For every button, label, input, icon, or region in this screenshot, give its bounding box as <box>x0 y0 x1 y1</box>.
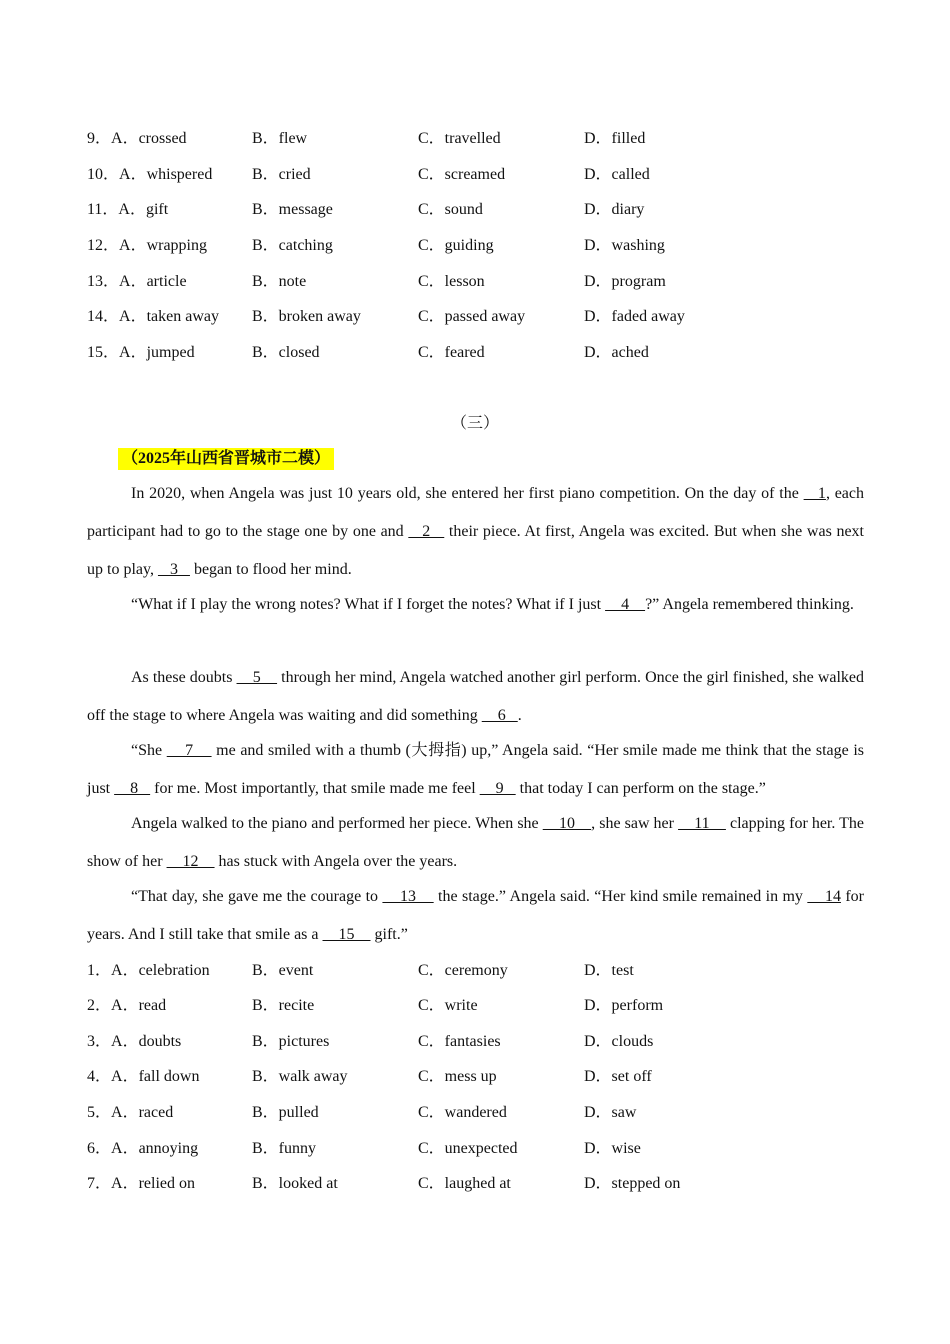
option-a: 3．A．doubts <box>87 1033 182 1050</box>
option-a: 9．A．crossed <box>87 130 187 147</box>
blank: 8 <box>114 780 151 797</box>
option-d: D．wise <box>584 1140 641 1157</box>
option-row <box>87 164 877 186</box>
option-d: D．diary <box>584 201 645 218</box>
option-b: B．pictures <box>252 1033 330 1050</box>
option-c: C．passed away <box>418 308 526 325</box>
option-b: B．walk away <box>252 1068 348 1085</box>
option-a: 13．A．article <box>87 273 187 290</box>
blank: 6 <box>481 707 518 724</box>
option-d: D．saw <box>584 1104 637 1121</box>
option-b: B．cried <box>252 166 311 183</box>
cloze-passage <box>87 732 864 808</box>
option-b: B．note <box>252 273 307 290</box>
option-row <box>87 1066 877 1088</box>
option-b: B．catching <box>252 237 333 254</box>
cloze-passage <box>87 805 864 881</box>
option-c: C．write <box>418 997 478 1014</box>
section-title: （三） <box>450 415 499 432</box>
option-row <box>87 960 877 982</box>
option-c: C．fantasies <box>418 1033 501 1050</box>
option-c: C．wandered <box>418 1104 507 1121</box>
option-c: C．feared <box>418 344 485 361</box>
option-a: 14．A．taken away <box>87 308 219 325</box>
option-row <box>87 128 877 150</box>
blank: 9 <box>479 780 516 797</box>
option-b: B．looked at <box>252 1175 338 1192</box>
option-a: 12．A．wrapping <box>87 237 208 254</box>
option-row <box>87 199 877 221</box>
paragraph: “That day, she gave me the courage to 13 the stage.” Angela said. “Her kind smile remained in my 14 for years. And I still take that smile as a 15 gift.” <box>87 888 865 943</box>
option-a: 11．A．gift <box>87 201 169 218</box>
option-row <box>87 1102 877 1124</box>
option-b: B．event <box>252 962 314 979</box>
blank: 5 <box>236 669 278 686</box>
option-row <box>87 995 877 1017</box>
option-a: 5．A．raced <box>87 1104 174 1121</box>
option-c: C．travelled <box>418 130 501 147</box>
option-c: C．lesson <box>418 273 485 290</box>
option-a: 15．A．jumped <box>87 344 195 361</box>
option-d: D．ached <box>584 344 649 361</box>
option-a: 7．A．relied on <box>87 1175 195 1192</box>
option-d: D．clouds <box>584 1033 654 1050</box>
blank: 12 <box>166 853 215 870</box>
paragraph: In 2020, when Angela was just 10 years old, she entered her first piano competition. On the day of the 1, each participant had to go to the stage one by one and 2 their piece. At first, Angela was excited. But when she was next up to play, 3 began to flood her mind. <box>87 485 865 578</box>
option-a: 6．A．annoying <box>87 1140 199 1157</box>
paragraph: Angela walked to the piano and performed her piece. When she 10 , she saw her 11 clapping for her. The show of her 12 has stuck with Angela over the years. <box>87 815 865 870</box>
option-c: C．unexpected <box>418 1140 518 1157</box>
option-b: B．flew <box>252 130 308 147</box>
option-c: C．screamed <box>418 166 506 183</box>
blank: 7 <box>166 742 212 759</box>
option-b: B．recite <box>252 997 315 1014</box>
blank: 3 <box>157 561 190 578</box>
blank: 11 <box>678 815 726 832</box>
option-row <box>87 271 877 293</box>
cloze-passage <box>87 659 864 735</box>
option-c: C．guiding <box>418 237 494 254</box>
blank: 4 <box>605 596 646 613</box>
option-c: C．mess up <box>418 1068 497 1085</box>
option-row <box>87 1031 877 1053</box>
blank: 15 <box>322 926 371 943</box>
source-label: （2025年山西省晋城市二模） <box>118 448 334 470</box>
blank: 1 <box>803 485 826 502</box>
paragraph: “She 7 me and smiled with a thumb (大拇指) up,” Angela said. “Her smile made me think that the stage is just 8 for me. Most importantly, that smile made me feel 9 that today I can perform on the stage.” <box>87 742 865 797</box>
option-b: B．broken away <box>252 308 361 325</box>
cloze-passage <box>87 475 864 589</box>
option-b: B．message <box>252 201 333 218</box>
option-d: D．filled <box>584 130 646 147</box>
blank: 13 <box>382 888 434 905</box>
option-d: D．washing <box>584 237 665 254</box>
blank: 10 <box>542 815 592 832</box>
option-a: 1．A．celebration <box>87 962 210 979</box>
paragraph: “What if I play the wrong notes? What if I forget the notes? What if I just 4 ?” Angela remembered thinking. <box>131 596 854 613</box>
option-a: 4．A．fall down <box>87 1068 200 1085</box>
paragraph: As these doubts 5 through her mind, Angela watched another girl perform. Once the girl finished, she walked off the stage to where Angela was waiting and did something 6 . <box>87 669 865 724</box>
option-c: C．laughed at <box>418 1175 511 1192</box>
blank: 2 <box>408 523 445 540</box>
cloze-passage <box>87 878 864 954</box>
cloze-passage <box>87 586 864 624</box>
option-row <box>87 306 877 328</box>
option-a: 2．A．read <box>87 997 167 1014</box>
option-row <box>87 1138 877 1160</box>
option-d: D．set off <box>584 1068 652 1085</box>
option-d: D．program <box>584 273 666 290</box>
option-b: B．closed <box>252 344 320 361</box>
option-b: B．funny <box>252 1140 317 1157</box>
option-d: D．test <box>584 962 634 979</box>
option-row <box>87 342 877 364</box>
option-d: D．perform <box>584 997 664 1014</box>
option-row <box>87 235 877 257</box>
blank: 14 <box>807 888 841 905</box>
option-c: C．ceremony <box>418 962 508 979</box>
option-c: C．sound <box>418 201 483 218</box>
option-b: B．pulled <box>252 1104 319 1121</box>
option-d: D．called <box>584 166 650 183</box>
option-d: D．stepped on <box>584 1175 681 1192</box>
option-row <box>87 1173 877 1195</box>
option-a: 10．A．whispered <box>87 166 213 183</box>
option-d: D．faded away <box>584 308 685 325</box>
